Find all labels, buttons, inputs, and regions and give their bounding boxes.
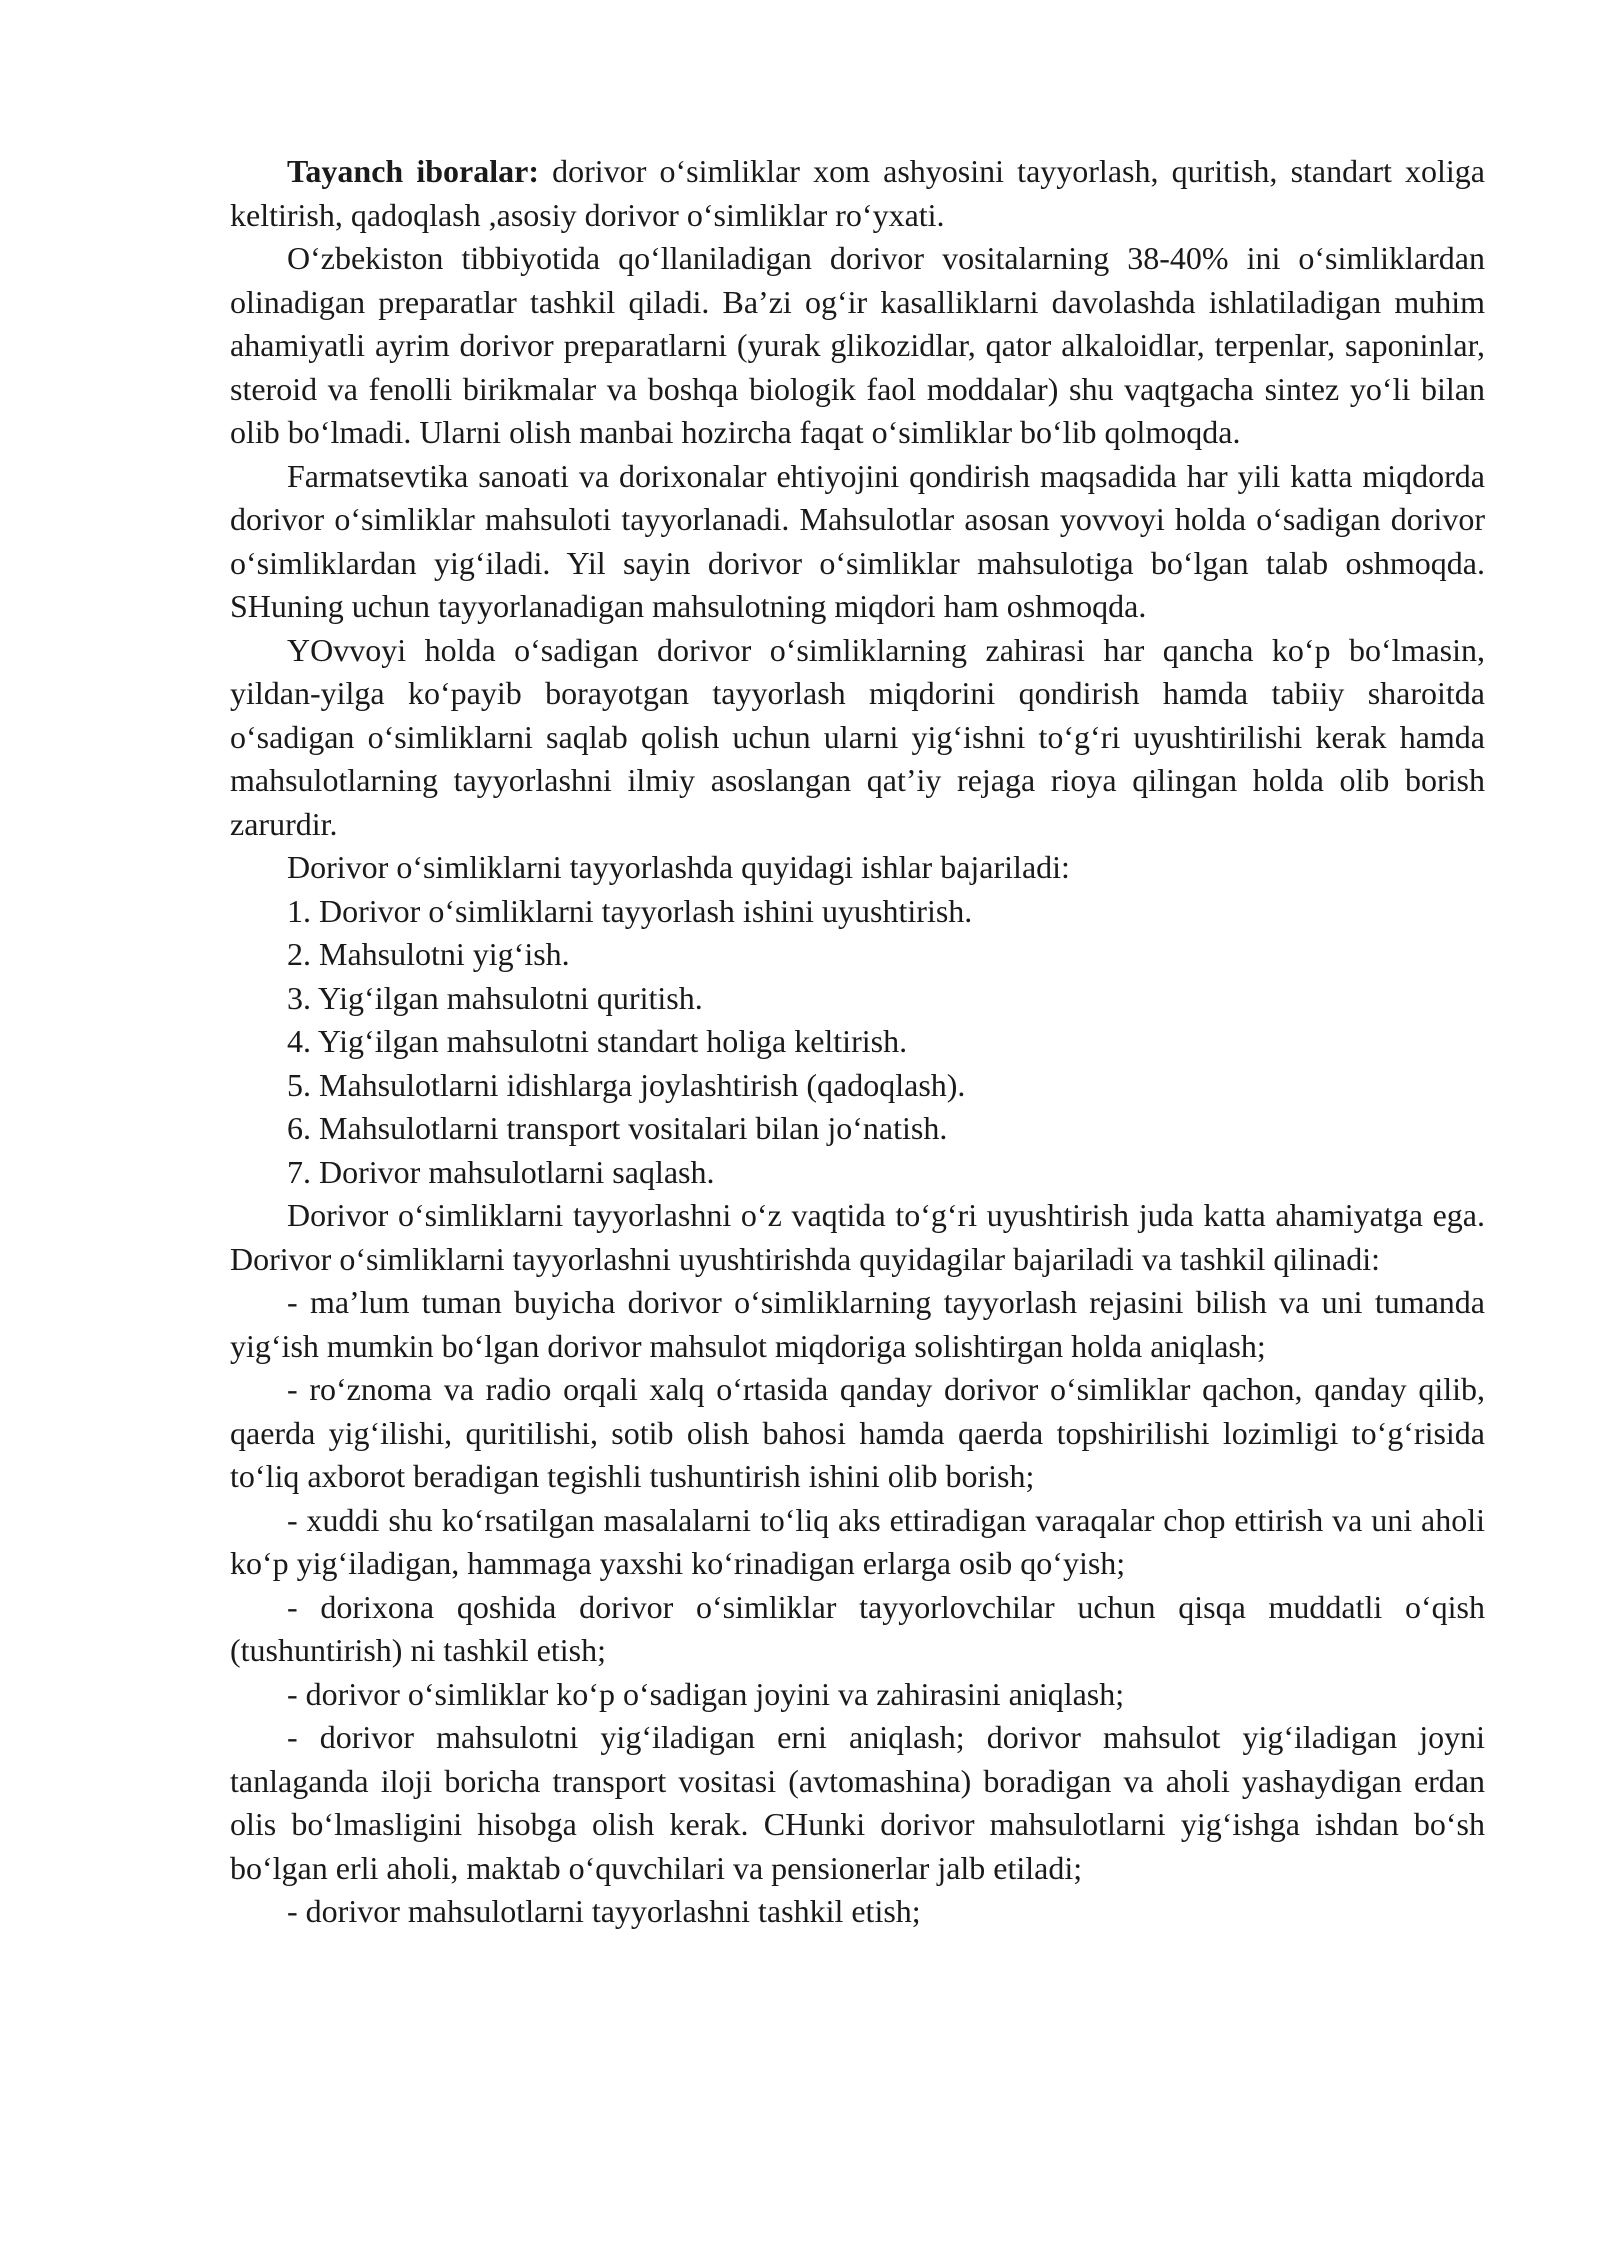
list-item: - dorivor mahsulotni yig‘iladigan erni aniqlash; dorivor mahsulot yig‘iladigan joyni tanlaganda iloji boricha transport vositasi (avtomashina) boradigan va aholi yashaydigan erdan olis bo‘lmasligini hisobga olish kerak. CHunki dorivor mahsulotlarni yig‘ishga ishdan bo‘sh bo‘lgan erli aholi, maktab o‘quvchilari va pensionerlar jalb etiladi; <box>230 1719 1485 1886</box>
list-item: 4. Yig‘ilgan mahsulotni standart holiga keltirish. <box>287 1023 908 1059</box>
list-item: - dorixona qoshida dorivor o‘simliklar tayyorlovchilar uchun qisqa muddatli o‘qish (tushuntirish) ni tashkil etish; <box>230 1588 1485 1668</box>
list-item: 2. Mahsulotni yig‘ish. <box>287 936 570 972</box>
tasks-list <box>230 1281 1485 1934</box>
list-item: 1. Dorivor o‘simliklarni tayyorlash ishini uyushtirish. <box>287 892 973 929</box>
body-paragraph: YOvvoyi holda o‘sadigan dorivor o‘simliklarning zahirasi har qancha ko‘p bo‘lmasin, yildan-yilga ko‘payib borayotgan tayyorlash miqdorini qondirish hamda tabiiy sharoitda o‘sadigan o‘simliklarni saqlab qolish uchun ularni yig‘ishni to‘g‘ri uyushtirilishi kerak hamda mahsulotlarning tayyorlashni ilmiy asoslangan qat’iy rejaga rioya qilingan holda olib borish zarurdir. <box>230 631 1485 842</box>
list-item: - xuddi shu ko‘rsatilgan masalalarni to‘liq aks ettiradigan varaqalar chop ettirish va uni aholi ko‘p yig‘iladigan, hammaga yaxshi ko‘rinadigan erlarga osib qo‘yish; <box>230 1501 1485 1581</box>
list-item: 3. Yig‘ilgan mahsulotni quritish. <box>287 979 703 1016</box>
body-paragraph: O‘zbekiston tibbiyotida qo‘llaniladigan dorivor vositalarning 38-40% ini o‘simliklardan olinadigan preparatlar tashkil qiladi. Ba’zi og‘ir kasalliklarni davolashda ishlatiladigan muhim ahamiyatli ayrim dorivor preparatlarni (yurak glikozidlar, qator alkaloidlar, terpenlar, saponinlar, steroid va fenolli birikmalar va boshqa biologik faol moddalar) shu vaqtgacha sintez yo‘li bilan olib bo‘lmadi. Ularni olish manbai hozircha faqat o‘simliklar bo‘lib qolmoqda. <box>230 240 1485 450</box>
key-phrases-paragraph <box>230 150 1485 237</box>
key-phrases-label: Tayanch iboralar: <box>287 153 539 189</box>
list-intro: Dorivor o‘simliklarni tayyorlashda quyidagi ishlar bajariladi: <box>287 849 1070 885</box>
list-item: - dorivor mahsulotlarni tayyorlashni tashkil etish; <box>287 1893 921 1929</box>
body-paragraph: Farmatsevtika sanoati va dorixonalar ehtiyojini qondirish maqsadida har yili katta miqdorda dorivor o‘simliklar mahsuloti tayyorlanadi. Mahsulotlar asosan yovvoyi holda o‘sadigan dorivor o‘simliklardan yig‘iladi. Yil sayin dorivor o‘simliklar mahsulotiga bo‘lgan talab oshmoqda. SHuning uchun tayyorlanadigan mahsulotning miqdori ham oshmoqda. <box>230 457 1485 624</box>
list-item: 6. Mahsulotlarni transport vositalari bilan jo‘natish. <box>287 1110 948 1146</box>
steps-list <box>230 890 1485 1195</box>
organization-paragraph: Dorivor o‘simliklarni tayyorlashni o‘z vaqtida to‘g‘ri uyushtirish juda katta ahamiyatga ega. Dorivor o‘simliklarni tayyorlashni uyushtirishda quyidagilar bajariladi va tashkil qilinadi: <box>230 1197 1485 1277</box>
list-item: 7. Dorivor mahsulotlarni saqlash. <box>287 1153 715 1190</box>
list-item: - ma’lum tuman buyicha dorivor o‘simliklarning tayyorlash rejasini bilish va uni tumanda yig‘ish mumkin bo‘lgan dorivor mahsulot miqdoriga solishtirgan holda aniqlash; <box>230 1284 1485 1364</box>
key-phrases-text: dorivor o‘simliklar xom ashyosini tayyorlash, quritish, standart xoliga keltirish, qadoqlash ,asosiy dorivor o‘simliklar ro‘yxati. <box>230 153 1486 233</box>
list-item: - dorivor o‘simliklar ko‘p o‘sadigan joyini va zahirasini aniqlash; <box>287 1675 1125 1712</box>
document-page <box>230 150 1485 1934</box>
list-item: - ro‘znoma va radio orqali xalq o‘rtasida qanday dorivor o‘simliklar qachon, qanday qilib, qaerda yig‘ilishi, quritilishi, sotib olish bahosi hamda qaerda topshirilishi lozimligi to‘g‘risida to‘liq axborot beradigan tegishli tushuntirish ishini olib borish; <box>230 1371 1485 1494</box>
list-item: 5. Mahsulotlarni idishlarga joylashtirish (qadoqlash). <box>287 1066 966 1103</box>
